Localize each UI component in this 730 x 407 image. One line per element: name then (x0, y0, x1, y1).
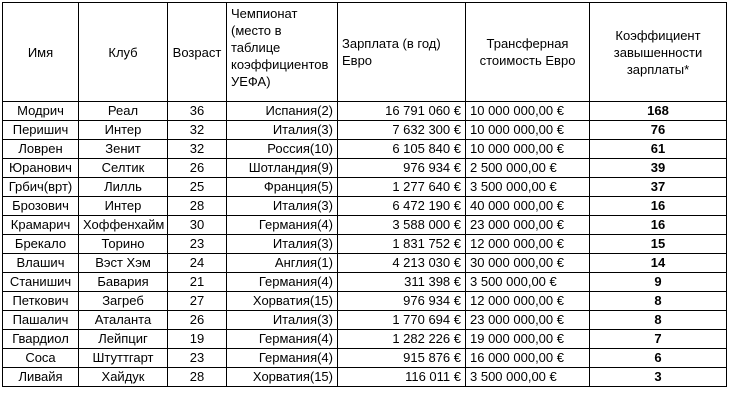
cell-age: 19 (168, 330, 227, 349)
cell-name: Соса (3, 349, 79, 368)
cell-salary: 1 831 752 € (338, 235, 466, 254)
cell-transfer: 3 500 000,00 € (466, 368, 590, 387)
cell-name: Крамарич (3, 216, 79, 235)
cell-name: Брозович (3, 197, 79, 216)
cell-coefficient: 37 (590, 178, 727, 197)
cell-championship: Германия(4) (227, 273, 338, 292)
header-age: Возраст (168, 3, 227, 102)
cell-coefficient: 16 (590, 216, 727, 235)
cell-age: 30 (168, 216, 227, 235)
cell-coefficient: 9 (590, 273, 727, 292)
cell-salary: 4 213 030 € (338, 254, 466, 273)
table-row (3, 292, 727, 311)
cell-salary: 1 277 640 € (338, 178, 466, 197)
header-salary: Зарплата (в год) Евро (338, 3, 466, 102)
cell-club: Зенит (79, 140, 168, 159)
cell-name: Ловрен (3, 140, 79, 159)
cell-age: 28 (168, 368, 227, 387)
cell-coefficient: 14 (590, 254, 727, 273)
cell-age: 27 (168, 292, 227, 311)
cell-championship: Россия(10) (227, 140, 338, 159)
cell-coefficient: 39 (590, 159, 727, 178)
cell-name: Петкович (3, 292, 79, 311)
table-row (3, 273, 727, 292)
cell-coefficient: 7 (590, 330, 727, 349)
cell-championship: Италия(3) (227, 121, 338, 140)
cell-coefficient: 6 (590, 349, 727, 368)
cell-salary: 311 398 € (338, 273, 466, 292)
header-championship: Чемпионат (место в таблице коэффициентов УЕФА) (227, 3, 338, 102)
cell-championship: Хорватия(15) (227, 292, 338, 311)
cell-transfer: 12 000 000,00 € (466, 235, 590, 254)
table-row (3, 349, 727, 368)
cell-transfer: 3 500 000,00 € (466, 178, 590, 197)
table-row (3, 311, 727, 330)
cell-transfer: 23 000 000,00 € (466, 216, 590, 235)
cell-club: Бавария (79, 273, 168, 292)
cell-name: Влашич (3, 254, 79, 273)
cell-salary: 116 011 € (338, 368, 466, 387)
cell-name: Модрич (3, 102, 79, 121)
cell-age: 25 (168, 178, 227, 197)
cell-coefficient: 76 (590, 121, 727, 140)
table-row (3, 140, 727, 159)
cell-age: 32 (168, 140, 227, 159)
cell-name: Пашалич (3, 311, 79, 330)
cell-name: Ливайя (3, 368, 79, 387)
cell-championship: Германия(4) (227, 216, 338, 235)
header-name: Имя (3, 3, 79, 102)
cell-age: 26 (168, 311, 227, 330)
cell-transfer: 23 000 000,00 € (466, 311, 590, 330)
cell-coefficient: 61 (590, 140, 727, 159)
cell-age: 21 (168, 273, 227, 292)
cell-age: 32 (168, 121, 227, 140)
cell-age: 28 (168, 197, 227, 216)
cell-name: Гвардиол (3, 330, 79, 349)
cell-salary: 3 588 000 € (338, 216, 466, 235)
cell-club: Торино (79, 235, 168, 254)
cell-championship: Италия(3) (227, 311, 338, 330)
cell-salary: 7 632 300 € (338, 121, 466, 140)
cell-championship: Германия(4) (227, 330, 338, 349)
table-row (3, 102, 727, 121)
cell-name: Брекало (3, 235, 79, 254)
table-row (3, 235, 727, 254)
table-row (3, 197, 727, 216)
cell-salary: 976 934 € (338, 159, 466, 178)
cell-name: Станишич (3, 273, 79, 292)
table-row (3, 330, 727, 349)
cell-championship: Шотландия(9) (227, 159, 338, 178)
cell-coefficient: 15 (590, 235, 727, 254)
cell-name: Юранович (3, 159, 79, 178)
cell-club: Загреб (79, 292, 168, 311)
cell-salary: 1 770 694 € (338, 311, 466, 330)
cell-championship: Италия(3) (227, 197, 338, 216)
cell-championship: Англия(1) (227, 254, 338, 273)
cell-salary: 1 282 226 € (338, 330, 466, 349)
cell-coefficient: 8 (590, 292, 727, 311)
cell-transfer: 10 000 000,00 € (466, 102, 590, 121)
table-row (3, 178, 727, 197)
cell-transfer: 10 000 000,00 € (466, 140, 590, 159)
cell-coefficient: 8 (590, 311, 727, 330)
cell-transfer: 2 500 000,00 € (466, 159, 590, 178)
cell-age: 26 (168, 159, 227, 178)
cell-club: Реал (79, 102, 168, 121)
table-row (3, 368, 727, 387)
cell-club: Интер (79, 121, 168, 140)
table-body (3, 102, 727, 387)
cell-club: Селтик (79, 159, 168, 178)
cell-age: 23 (168, 349, 227, 368)
cell-salary: 6 472 190 € (338, 197, 466, 216)
cell-transfer: 10 000 000,00 € (466, 121, 590, 140)
cell-transfer: 30 000 000,00 € (466, 254, 590, 273)
salary-table (2, 2, 727, 387)
cell-transfer: 12 000 000,00 € (466, 292, 590, 311)
table-row (3, 121, 727, 140)
cell-championship: Италия(3) (227, 235, 338, 254)
cell-club: Вэст Хэм (79, 254, 168, 273)
table-row (3, 216, 727, 235)
cell-age: 24 (168, 254, 227, 273)
cell-club: Аталанта (79, 311, 168, 330)
table-row (3, 159, 727, 178)
cell-salary: 915 876 € (338, 349, 466, 368)
cell-transfer: 19 000 000,00 € (466, 330, 590, 349)
cell-club: Лилль (79, 178, 168, 197)
cell-transfer: 3 500 000,00 € (466, 273, 590, 292)
cell-salary: 976 934 € (338, 292, 466, 311)
header-coefficient: Коэффициент завышенности зарплаты* (590, 3, 727, 102)
cell-club: Лейпциг (79, 330, 168, 349)
cell-championship: Франция(5) (227, 178, 338, 197)
cell-coefficient: 16 (590, 197, 727, 216)
cell-age: 36 (168, 102, 227, 121)
cell-championship: Германия(4) (227, 349, 338, 368)
header-club: Клуб (79, 3, 168, 102)
cell-championship: Хорватия(15) (227, 368, 338, 387)
cell-club: Штуттгарт (79, 349, 168, 368)
cell-salary: 6 105 840 € (338, 140, 466, 159)
cell-age: 23 (168, 235, 227, 254)
cell-transfer: 16 000 000,00 € (466, 349, 590, 368)
cell-club: Интер (79, 197, 168, 216)
cell-club: Хайдук (79, 368, 168, 387)
header-row (3, 3, 727, 102)
cell-championship: Испания(2) (227, 102, 338, 121)
header-transfer: Трансферная стоимость Евро (466, 3, 590, 102)
cell-transfer: 40 000 000,00 € (466, 197, 590, 216)
cell-name: Перишич (3, 121, 79, 140)
cell-name: Грбич(врт) (3, 178, 79, 197)
cell-club: Хоффенхайм (79, 216, 168, 235)
cell-salary: 16 791 060 € (338, 102, 466, 121)
table-row (3, 254, 727, 273)
cell-coefficient: 168 (590, 102, 727, 121)
cell-coefficient: 3 (590, 368, 727, 387)
